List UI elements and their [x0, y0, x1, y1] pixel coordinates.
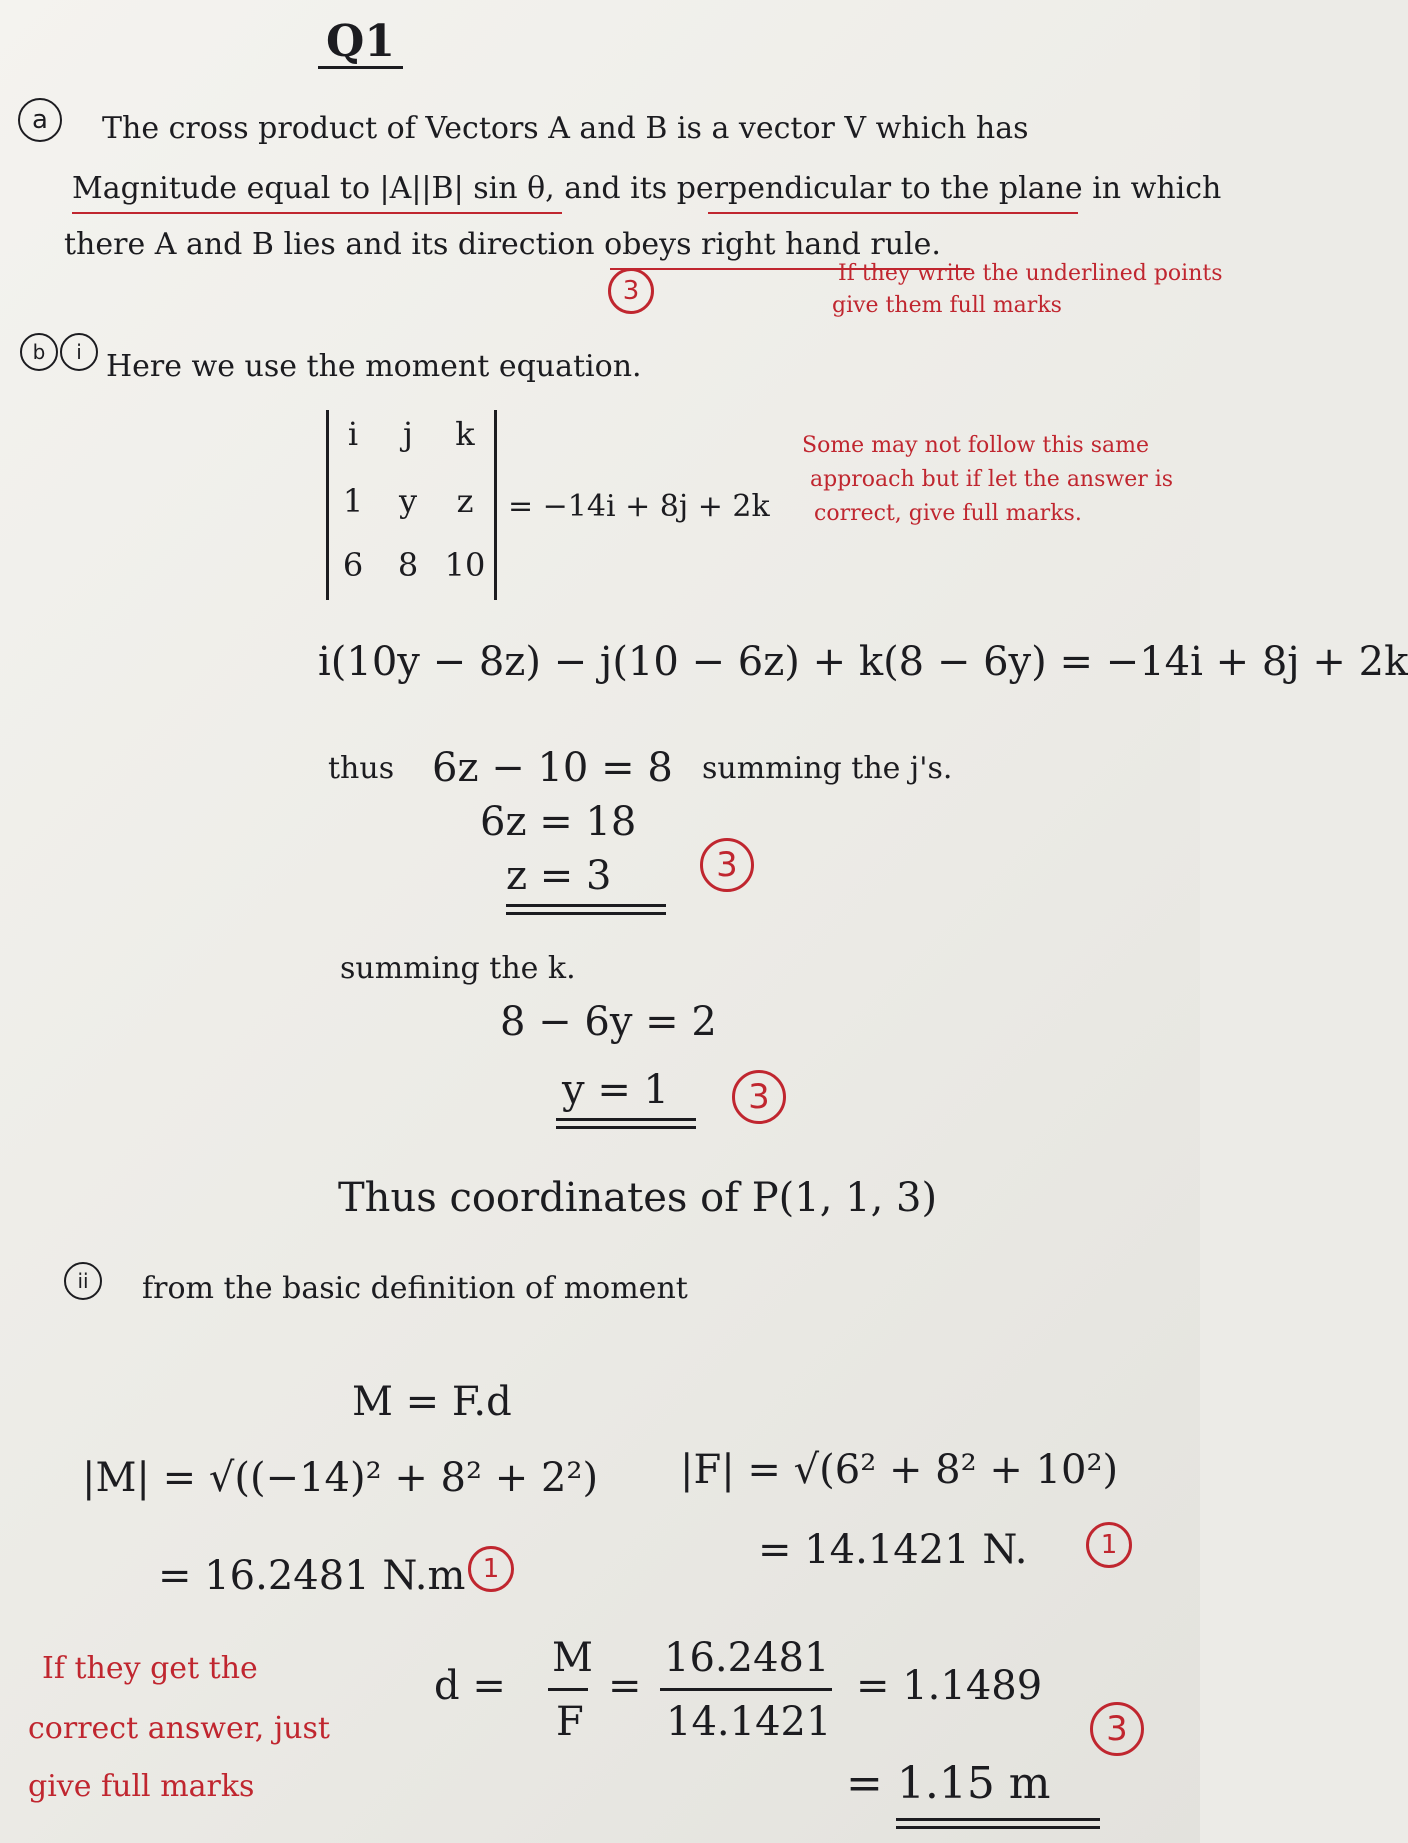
- mark-d: 3: [1090, 1702, 1144, 1756]
- double-underline-y: [556, 1126, 696, 1129]
- summing-j-label: summing the j's.: [702, 751, 953, 786]
- moment-magnitude: |M| = √((−14)² + 8² + 2²): [82, 1455, 599, 1501]
- marker-note-a-2: give them full marks: [832, 293, 1062, 318]
- mark-z: 3: [700, 838, 754, 892]
- d-equals: =: [608, 1663, 642, 1709]
- matrix-cell: 6: [342, 546, 364, 584]
- underline-d: [896, 1818, 1100, 1821]
- marker-note-c-1: If they get the: [42, 1651, 258, 1686]
- underline-z: [506, 904, 666, 907]
- equation-j: 6z − 10 = 8: [432, 745, 673, 791]
- moment-value: = 16.2481 N.m: [158, 1553, 466, 1599]
- part-b-ii-label: ii: [64, 1262, 102, 1300]
- marker-note-b-2: approach but if let the answer is: [810, 467, 1174, 492]
- part-a-line-2: Magnitude equal to |A||B| sin θ, and its perpendicular to the plane in which: [72, 171, 1222, 206]
- equation-y-2: y = 1: [562, 1067, 669, 1113]
- d-result-2: = 1.15 m: [846, 1758, 1051, 1809]
- part-a-line-1: The cross product of Vectors A and B is a vector V which has: [102, 111, 1029, 146]
- underline-magnitude: [72, 212, 562, 214]
- force-value: = 14.1421 N.: [758, 1527, 1028, 1573]
- determinant-result: = −14i + 8j + 2k: [508, 489, 770, 524]
- equation-z-1: 6z = 18: [480, 799, 637, 845]
- part-a-line-3: there A and B lies and its direction obeys right hand rule.: [64, 227, 941, 262]
- d-numerator: M: [552, 1635, 593, 1681]
- marker-note-c-3: give full marks: [28, 1769, 255, 1804]
- d-lhs: d =: [434, 1663, 506, 1709]
- part-b-intro: Here we use the moment equation.: [106, 349, 642, 384]
- marker-note-b-3: correct, give full marks.: [814, 501, 1082, 526]
- mark-force: 1: [1086, 1522, 1132, 1568]
- d-fraction-bar: [548, 1688, 588, 1691]
- part-a-label: a: [18, 98, 62, 142]
- mark-y: 3: [732, 1070, 786, 1124]
- d-numerator-value: 16.2481: [664, 1635, 830, 1681]
- coordinates-result: Thus coordinates of P(1, 1, 3): [338, 1175, 938, 1221]
- d-result-1: = 1.1489: [856, 1663, 1043, 1709]
- moment-definition: M = F.d: [352, 1379, 512, 1425]
- matrix-cell: 8: [397, 546, 419, 584]
- mark-moment: 1: [468, 1546, 514, 1592]
- mark-part-a: 3: [608, 268, 654, 314]
- summing-k-label: summing the k.: [340, 951, 576, 986]
- matrix-cell: 10: [444, 546, 486, 584]
- expansion-equation: i(10y − 8z) − j(10 − 6z) + k(8 − 6y) = −14i + 8j + 2k: [318, 639, 1408, 685]
- d-value-fraction-bar: [660, 1688, 832, 1691]
- underline-y: [556, 1118, 696, 1121]
- d-denominator: F: [556, 1699, 584, 1745]
- force-magnitude: |F| = √(6² + 8² + 10²): [680, 1447, 1119, 1493]
- question-title: Q1: [318, 18, 403, 69]
- double-underline-z: [506, 912, 666, 915]
- thus-label: thus: [328, 751, 395, 786]
- marker-note-b-1: Some may not follow this same: [802, 433, 1149, 458]
- matrix-cell: z: [456, 482, 474, 520]
- marker-note-a-1: If they write the underlined points: [838, 261, 1223, 286]
- equation-z-2: z = 3: [506, 853, 612, 899]
- matrix-cell: k: [455, 415, 475, 453]
- matrix-cell: j: [403, 415, 413, 453]
- part-b-ii-intro: from the basic definition of moment: [142, 1271, 688, 1306]
- matrix-cell: 1: [342, 482, 364, 520]
- part-b-i-label: i: [60, 333, 98, 371]
- determinant-right-bar: [494, 410, 497, 600]
- equation-y-1: 8 − 6y = 2: [500, 999, 717, 1045]
- marker-note-c-2: correct answer, just: [28, 1711, 330, 1746]
- matrix-cell: y: [398, 482, 418, 520]
- underline-perpendicular: [708, 212, 1078, 214]
- part-b-label: b: [20, 333, 58, 371]
- d-denominator-value: 14.1421: [666, 1699, 832, 1745]
- double-underline-d: [896, 1826, 1100, 1829]
- matrix-cell: i: [347, 415, 359, 453]
